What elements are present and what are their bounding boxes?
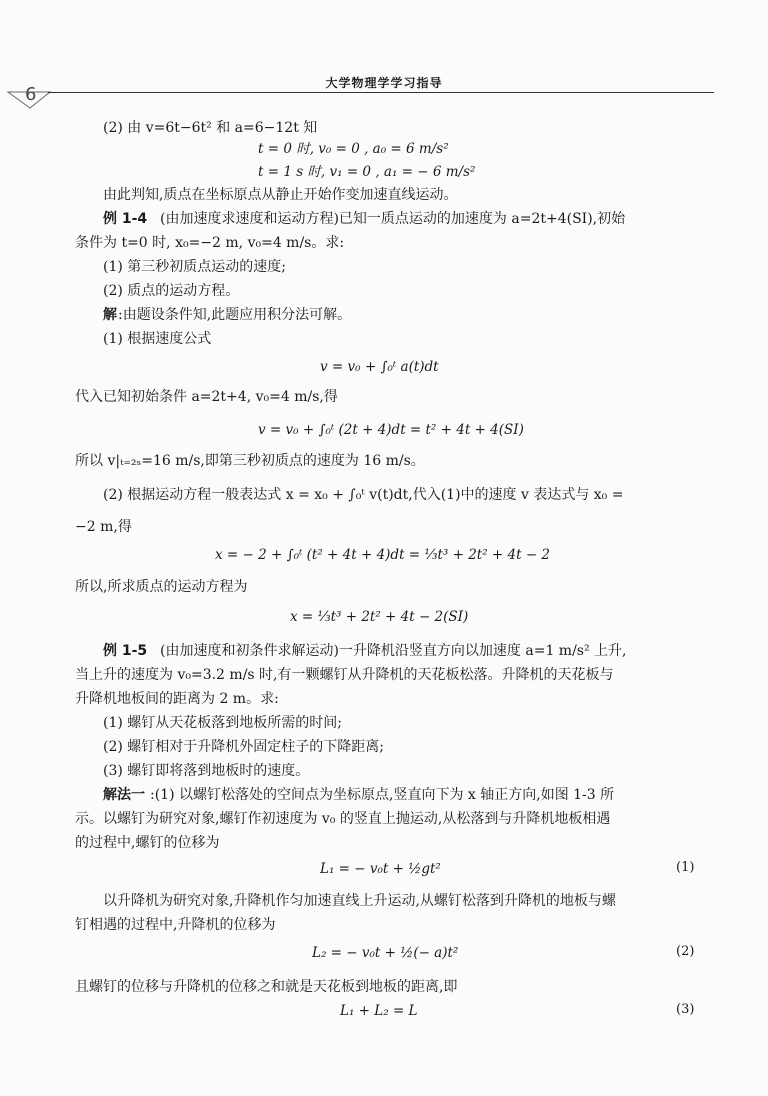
- example-label: 例 1-4: [103, 211, 148, 227]
- text-line: (2) 根据运动方程一般表达式 x = x₀ + ∫₀ᵗ v(t)dt,代入(1)中的速度 v 表达式与 x₀ =: [103, 487, 624, 503]
- text-line: :由题设条件知,此题应用积分法可解。: [118, 307, 352, 323]
- equation-number: (2): [676, 944, 695, 959]
- solution-label: 解: [103, 307, 117, 323]
- text-line: (1) 第三秒初质点运动的速度;: [103, 259, 286, 275]
- text-line: 钉相遇的过程中,升降机的位移为: [75, 917, 276, 933]
- text-line: :(1) 以螺钉松落处的空间点为坐标原点,竖直向下为 x 轴正方向,如图 1-3 所: [150, 787, 615, 803]
- header-rule: [48, 92, 714, 93]
- text-line: 以升降机为研究对象,升降机作匀加速直线上升运动,从螺钉松落到升降机的地板与螺: [103, 893, 616, 909]
- equation: t = 1 s 时, v₁ = 0 , a₁ = − 6 m/s²: [258, 164, 476, 180]
- text-line: (3) 螺钉即将落到地板时的速度。: [103, 763, 310, 779]
- page-number: 6: [25, 84, 37, 105]
- text-line: (1) 根据速度公式: [103, 331, 212, 347]
- text-line: 所以,所求质点的运动方程为: [75, 579, 248, 595]
- example-label: 例 1-5: [103, 643, 148, 659]
- text-line: 示。以螺钉为研究对象,螺钉作初速度为 v₀ 的竖直上抛运动,从松落到与升降机地板相遇: [75, 811, 611, 827]
- equation: L₁ = − v₀t + ½gt²: [320, 861, 441, 877]
- text-line: 条件为 t=0 时, x₀=−2 m, v₀=4 m/s。求:: [75, 235, 345, 251]
- text-line: 代入已知初始条件 a=2t+4, v₀=4 m/s,得: [75, 389, 338, 405]
- text-line: 且螺钉的位移与升降机的位移之和就是天花板到地板的距离,即: [75, 979, 458, 995]
- solution-label: 解法一: [103, 787, 145, 803]
- text-line: 所以 v|ₜ₌₂ₛ=16 m/s,即第三秒初质点的速度为 16 m/s。: [75, 453, 425, 469]
- text-line: (2) 由 v=6t−6t² 和 a=6−12t 知: [103, 120, 318, 136]
- equation: v = v₀ + ∫₀ᵗ a(t)dt: [320, 359, 439, 375]
- equation: L₁ + L₂ = L: [340, 1003, 418, 1019]
- text-line: 的过程中,螺钉的位移为: [75, 835, 220, 851]
- page-corner-mark: [6, 90, 56, 112]
- text-line: (2) 质点的运动方程。: [103, 283, 240, 299]
- equation: t = 0 时, v₀ = 0 , a₀ = 6 m/s²: [258, 141, 449, 157]
- equation: L₂ = − v₀t + ½(− a)t²: [312, 945, 459, 961]
- text-line: 当上升的速度为 v₀=3.2 m/s 时,有一颗螺钉从升降机的天花板松落。升降机的天花板与: [75, 667, 614, 683]
- equation-number: (1): [676, 860, 695, 875]
- text-line: (1) 螺钉从天花板落到地板所需的时间;: [103, 715, 342, 731]
- text-line: (由加速度求速度和运动方程)已知一质点运动的加速度为 a=2t+4(SI),初始: [160, 211, 626, 227]
- text-line: (由加速度和初条件求解运动)一升降机沿竖直方向以加速度 a=1 m/s² 上升,: [160, 643, 627, 659]
- equation: x = − 2 + ∫₀ᵗ (t² + 4t + 4)dt = ⅓t³ + 2t² + 4t − 2: [215, 547, 551, 563]
- running-header-title: 大学物理学学习指导: [325, 76, 443, 90]
- equation: v = v₀ + ∫₀ᵗ (2t + 4)dt = t² + 4t + 4(SI): [258, 422, 524, 438]
- text-line: 升降机地板间的距离为 2 m。求:: [75, 691, 279, 707]
- text-line: (2) 螺钉相对于升降机外固定柱子的下降距离;: [103, 739, 384, 755]
- text-line: −2 m,得: [75, 519, 132, 535]
- equation-number: (3): [676, 1002, 695, 1017]
- equation: x = ⅓t³ + 2t² + 4t − 2(SI): [290, 609, 469, 625]
- text-line: 由此判知,质点在坐标原点从静止开始作变加速直线运动。: [103, 187, 458, 203]
